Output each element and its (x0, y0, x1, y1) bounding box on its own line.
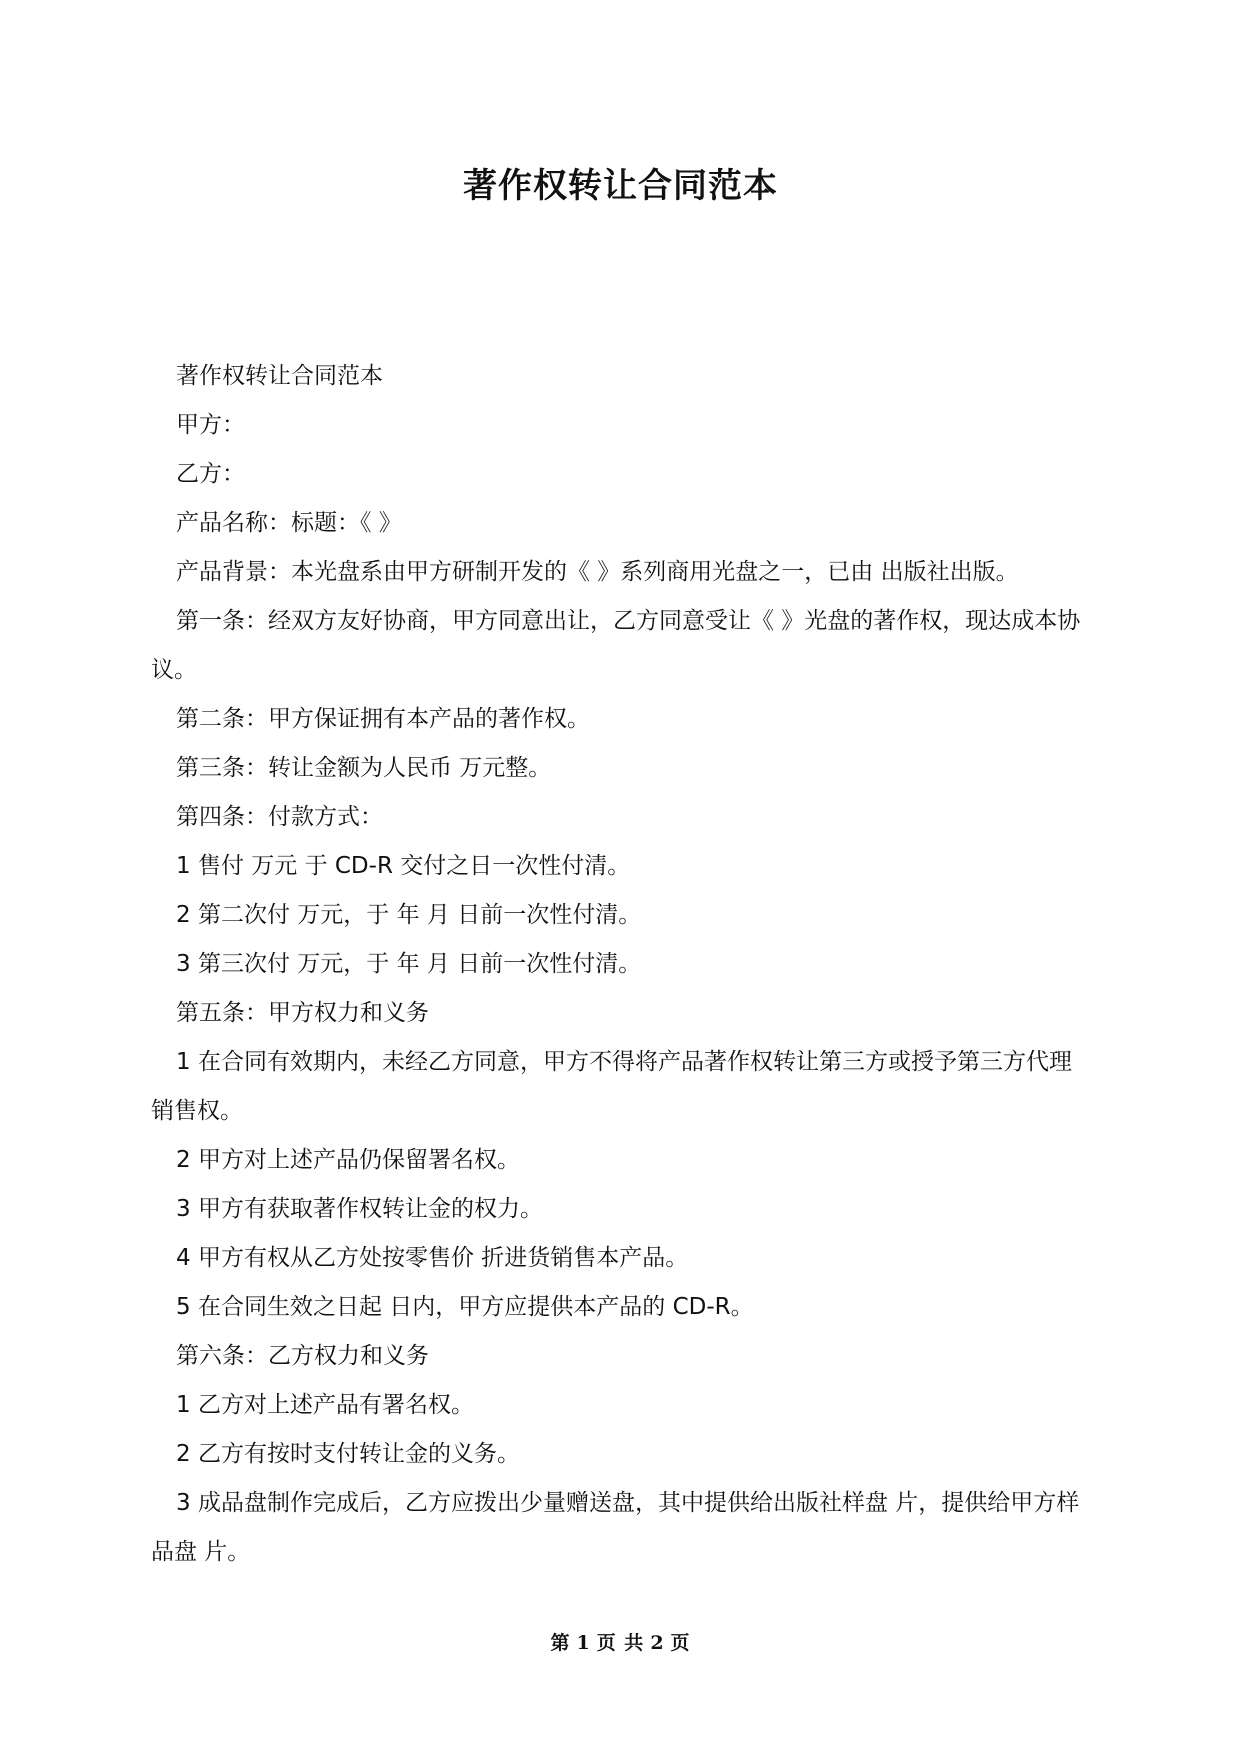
paragraph: 3 成品盘制作完成后，乙方应拨出少量赠送盘，其中提供给出版社样盘 片，提供给甲方样品盘 片。 (151, 1490, 1080, 1565)
paragraph: 5 在合同生效之日起 日内，甲方应提供本产品的 CD-R。 (176, 1294, 754, 1320)
paragraph: 产品名称：标题：《 》 (176, 510, 402, 536)
paragraph: 第一条：经双方友好协商，甲方同意出让，乙方同意受让《 》光盘的著作权，现达成本协议。 (151, 608, 1081, 683)
paragraph: 1 售付 万元 于 CD-R 交付之日一次性付清。 (176, 853, 631, 879)
paragraph: 2 甲方对上述产品仍保留署名权。 (176, 1147, 520, 1173)
paragraph: 第四条：付款方式： (176, 804, 383, 830)
paragraph: 1 在合同有效期内，未经乙方同意，甲方不得将产品著作权转让第三方或授予第三方代理销售权。 (151, 1049, 1072, 1124)
document-body (151, 352, 1091, 1577)
paragraph: 3 第三次付 万元，于 年 月 日前一次性付清。 (176, 951, 642, 977)
paragraph: 第二条：甲方保证拥有本产品的著作权。 (176, 706, 590, 732)
paragraph: 1 乙方对上述产品有署名权。 (176, 1392, 474, 1418)
footer-middle: 页 共 (596, 1632, 645, 1654)
footer-total-pages: 2 (650, 1632, 665, 1654)
paragraph: 第五条：甲方权力和义务 (176, 1000, 429, 1026)
page-footer (0, 1628, 1241, 1655)
paragraph: 甲方： (176, 412, 245, 438)
paragraph: 2 乙方有按时支付转让金的义务。 (176, 1441, 520, 1467)
paragraph: 第三条：转让金额为人民币 万元整。 (176, 755, 552, 781)
footer-prefix: 第 (550, 1632, 571, 1654)
paragraph: 3 甲方有获取著作权转让金的权力。 (176, 1196, 543, 1222)
paragraph: 著作权转让合同范本 (176, 363, 383, 389)
footer-suffix: 页 (670, 1632, 691, 1654)
paragraph: 产品背景：本光盘系由甲方研制开发的《 》系列商用光盘之一，已由 出版社出版。 (176, 559, 1019, 585)
footer-page-number: 1 (576, 1632, 591, 1654)
paragraph: 乙方： (176, 461, 245, 487)
paragraph: 2 第二次付 万元，于 年 月 日前一次性付清。 (176, 902, 642, 928)
paragraph: 4 甲方有权从乙方处按零售价 折进货销售本产品。 (176, 1245, 689, 1271)
paragraph: 第六条：乙方权力和义务 (176, 1343, 429, 1369)
document-title: 著作权转让合同范本 (463, 166, 778, 206)
